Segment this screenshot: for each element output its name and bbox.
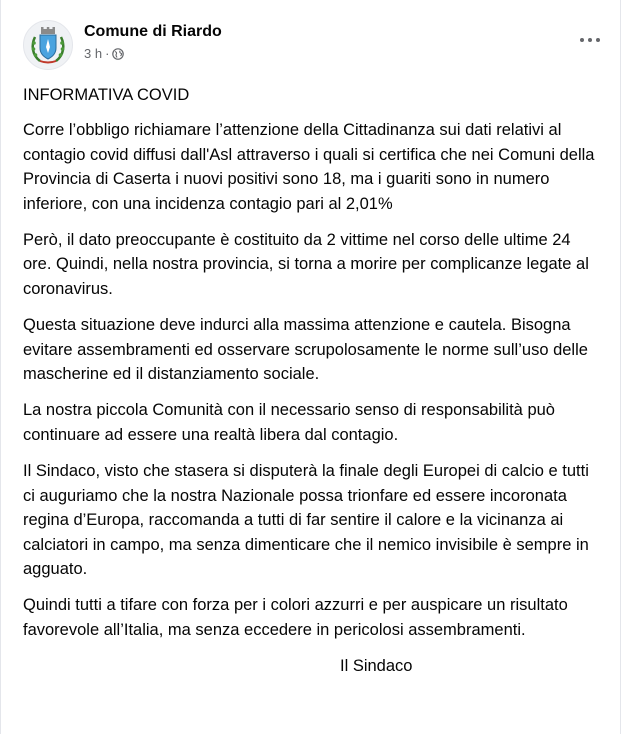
page-name-link[interactable]: Comune di Riardo	[84, 23, 222, 40]
more-options-dot	[588, 38, 592, 42]
separator-dot: ·	[105, 46, 110, 61]
post-paragraph: Quindi tutti a tifare con forza per i colori azzurri e per auspicare un risultato favorevole all’Italia, ma senza eccedere in pericolosi assembramenti.	[23, 596, 568, 639]
post-signature: Il Sindaco	[340, 657, 413, 676]
post-meta	[84, 22, 222, 62]
more-options-button[interactable]	[576, 30, 604, 50]
post-paragraph: Però, il dato preoccupante è costituito da 2 vittime nel corso delle ultime 24 ore. Quindi, nella nostra provincia, si torna a morire per complicanze legate al coronavirus.	[23, 231, 589, 298]
post-timestamp[interactable]: 3 h	[84, 46, 103, 61]
more-options-icon	[580, 38, 584, 42]
post-paragraph: Questa situazione deve indurci alla massima attenzione e cautela. Bisogna evitare assembramenti ed osservare scrupolosamente le norme sull’uso delle mascherine ed il distanziamento sociale.	[23, 316, 588, 384]
avatar[interactable]	[23, 20, 73, 70]
coat-of-arms-icon	[26, 23, 70, 67]
post-subtitle	[84, 46, 222, 62]
post-header	[23, 20, 222, 70]
globe-icon	[112, 48, 124, 60]
more-options-dot	[596, 38, 600, 42]
post-paragraph: Il Sindaco, visto che stasera si disputerà la finale degli Europei di calcio e tutti ci auguriamo che la nostra Nazionale possa trionfare ed essere incoronata regina d’Europa, raccomanda a tutti di far sentire il calore e la vicinanza ai calciatori in campo, ma senza dimenticare che il nemico invisibile è sempre in agguato.	[23, 462, 589, 578]
post-title: INFORMATIVA COVID	[23, 86, 190, 104]
post-paragraph: Corre l’obbligo richiamare l’attenzione della Cittadinanza sui dati relativi al contagio covid diffusi dall'Asl attraverso i quali si certifica che nei Comuni della Provincia di Caserta i nuovi positivi sono 18, ma i guariti sono in numero inferiore, con una incidenza contagio pari al 2,01%	[23, 121, 595, 213]
post-paragraph: La nostra piccola Comunità con il necessario senso di responsabilità può continuare ad essere una realtà libera dal contagio.	[23, 401, 555, 444]
post-body	[23, 83, 603, 691]
